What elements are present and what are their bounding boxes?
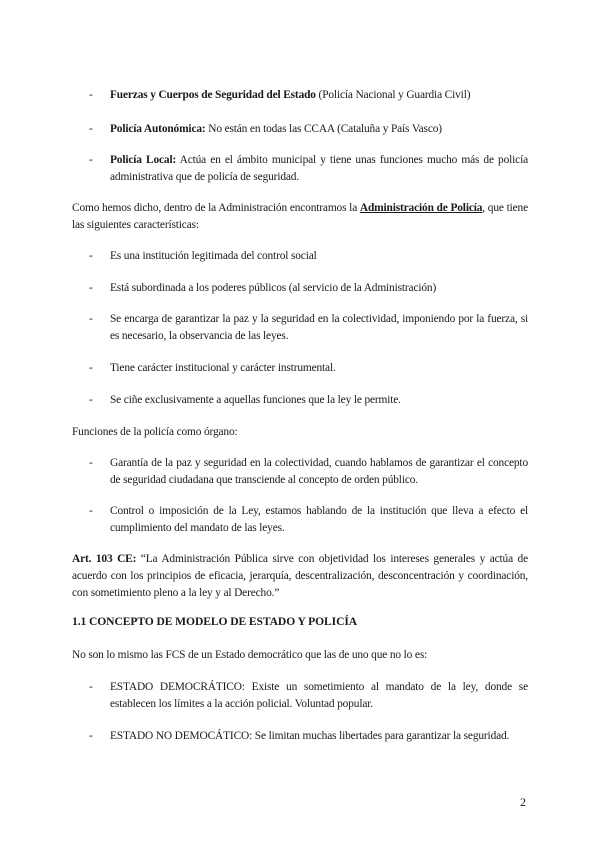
bullet-dash: -: [89, 394, 93, 406]
list-item-caracteristica-2: - Está subordinada a los poderes públicos (al servicio de la Administración): [89, 280, 528, 297]
term-fcse: Fuerzas y Cuerpos de Seguridad del Estado: [110, 89, 316, 101]
list-item-fcse: [89, 87, 528, 104]
list-item-caracteristica-1: - Es una institución legitimada del control social: [89, 248, 528, 265]
bullet-dash: -: [89, 681, 93, 693]
paragraph-administracion-policia: Como hemos dicho, dentro de la Administración encontramos la Administración de Policía, que tiene las siguientes características:: [72, 202, 528, 231]
underlined-term: Administración de Policía: [359, 202, 483, 214]
text-policia-local: Actúa en el ámbito municipal y tiene unas funciones mucho más de policía administrativa que de policía de seguridad.: [110, 154, 528, 183]
term-policia-autonomica: Policía Autonómica:: [110, 123, 206, 135]
bullet-dash: -: [89, 730, 93, 742]
list-item-caracteristica-4: - Tiene carácter institucional y carácter instrumental.: [89, 360, 528, 377]
bullet-dash: -: [89, 362, 93, 374]
list-item-caracteristica-3: - Se encarga de garantizar la paz y la seguridad en la colectividad, imponiendo por la fuerza, si es necesario, la observancia de las leyes.: [89, 313, 528, 342]
list-item-caracteristica-5: - Se ciñe exclusivamente a aquellas funciones que la ley le permite.: [89, 392, 528, 409]
text-fcse: (Policía Nacional y Guardia Civil): [315, 89, 471, 101]
list-item-estado-democratico: - ESTADO DEMOCRÁTICO: Existe un sometimiento al mandato de la ley, donde se establecen los límites a la acción policial. Voluntad popular.: [89, 681, 528, 710]
list-item-estado-no-democratico: - ESTADO NO DEMOCÁTICO: Se limitan muchas libertades para garantizar la seguridad.: [89, 728, 528, 745]
article-quote: “La Administración Pública sirve con objetividad los intereses generales y actúa de acuerdo con los principios de eficacia, jerarquía, descentralización, desconcentración y coordinación, con sometimiento pleno a la ley y al Derecho.”: [72, 553, 528, 599]
bullet-dash: -: [89, 457, 93, 469]
bullet-dash: -: [89, 313, 93, 325]
paragraph-art-103: [72, 551, 528, 602]
list-item-policia-autonomica: [89, 121, 528, 138]
bullet-dash: -: [89, 250, 93, 262]
section-heading: 1.1 CONCEPTO DE MODELO DE ESTADO Y POLICÍA: [72, 615, 358, 628]
bullet-dash: -: [89, 505, 93, 517]
paragraph-funciones: Funciones de la policía como órgano:: [72, 426, 238, 438]
article-reference: Art. 103 CE:: [72, 553, 137, 565]
paragraph-fcs: No son lo mismo las FCS de un Estado democrático que las de uno que no lo es:: [72, 649, 428, 661]
bullet-dash: -: [89, 154, 93, 166]
term-policia-local: Policía Local:: [110, 154, 177, 166]
list-item-funcion-2: - Control o imposición de la Ley, estamos hablando de la institución que lleva a efecto el cumplimiento del mandato de las leyes.: [89, 505, 528, 534]
bullet-dash: -: [89, 123, 93, 135]
text-policia-autonomica: No están en todas las CCAA (Cataluña y País Vasco): [205, 123, 442, 135]
bullet-dash: -: [89, 89, 93, 101]
list-item-funcion-1: - Garantía de la paz y seguridad en la colectividad, cuando hablamos de garantizar el concepto de seguridad ciudadana que transciende al concepto de orden público.: [89, 457, 528, 486]
bullet-dash: -: [89, 282, 93, 294]
page-number: 2: [520, 795, 526, 809]
list-item-policia-local: [89, 152, 528, 186]
